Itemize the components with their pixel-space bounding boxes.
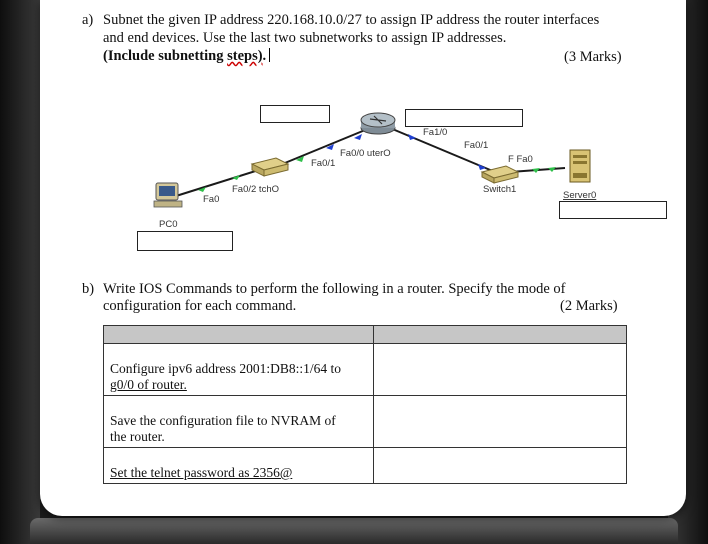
part-a-line3-suffix: . xyxy=(262,48,267,64)
router-label: Fa0/0 uterO xyxy=(340,148,391,159)
part-b-line1: Write IOS Commands to perform the following in a router. Specify the mode of xyxy=(103,281,566,297)
server-label: Server0 xyxy=(563,190,597,201)
table-row xyxy=(104,344,627,396)
part-a-label: a) xyxy=(82,12,94,28)
switch1-port2-label: F Fa0 xyxy=(508,154,533,165)
switch0-port-label: Fa0/1 xyxy=(311,158,336,169)
task-cell xyxy=(104,396,374,448)
part-a-line3-steps: steps) xyxy=(227,48,263,64)
router-icon xyxy=(361,113,395,134)
pc-ip-box[interactable] xyxy=(137,231,233,251)
table-header-row xyxy=(104,326,627,344)
task-cell xyxy=(104,448,374,484)
question-sheet xyxy=(40,0,686,516)
server-icon xyxy=(570,150,590,182)
router-ip-box[interactable] xyxy=(260,105,330,123)
pc-port-label: Fa0 xyxy=(203,194,220,205)
task-text: Save the configuration file to NVRAM of xyxy=(110,413,336,428)
part-a-line3-prefix: (Include subnetting xyxy=(103,48,228,64)
table-header-cell xyxy=(104,326,374,344)
switch0-label: Fa0/2 tchO xyxy=(232,184,279,195)
commands-table xyxy=(103,325,627,484)
part-b-label: b) xyxy=(82,281,95,297)
part-b-line2: configuration for each command. xyxy=(103,298,297,314)
pc-icon xyxy=(154,183,182,207)
switch0-icon xyxy=(252,158,288,176)
part-a-marks: (3 Marks) xyxy=(564,49,622,65)
router-port-label: Fa1/0 xyxy=(423,127,448,138)
answer-cell[interactable] xyxy=(373,344,626,396)
pc-label: PC0 xyxy=(159,219,178,230)
table-row xyxy=(104,448,627,484)
part-b-marks: (2 Marks) xyxy=(560,298,618,314)
router-fa10-ip-box[interactable] xyxy=(405,109,523,127)
task-text: g0/0 of router. xyxy=(110,377,187,392)
task-cell xyxy=(104,344,374,396)
task-text: Set the telnet password as 2356@ xyxy=(110,465,293,480)
task-text: Configure ipv6 address 2001:DB8::1/64 to xyxy=(110,361,341,376)
answer-cell[interactable] xyxy=(373,396,626,448)
server-ip-box[interactable] xyxy=(559,201,667,219)
part-a-line1: Subnet the given IP address 220.168.10.0/27 to assign IP address the router interfaces xyxy=(103,12,600,28)
table-row xyxy=(104,396,627,448)
left-frame xyxy=(0,0,40,544)
bottom-strip xyxy=(30,518,678,544)
task-text: the router. xyxy=(110,429,165,444)
part-a-line2: and end devices. Use the last two subnetworks to assign IP addresses. xyxy=(103,30,507,46)
answer-cell[interactable] xyxy=(373,448,626,484)
switch1-port-label: Fa0/1 xyxy=(464,140,489,151)
table-header-cell xyxy=(373,326,626,344)
switch1-label: Switch1 xyxy=(483,184,517,195)
